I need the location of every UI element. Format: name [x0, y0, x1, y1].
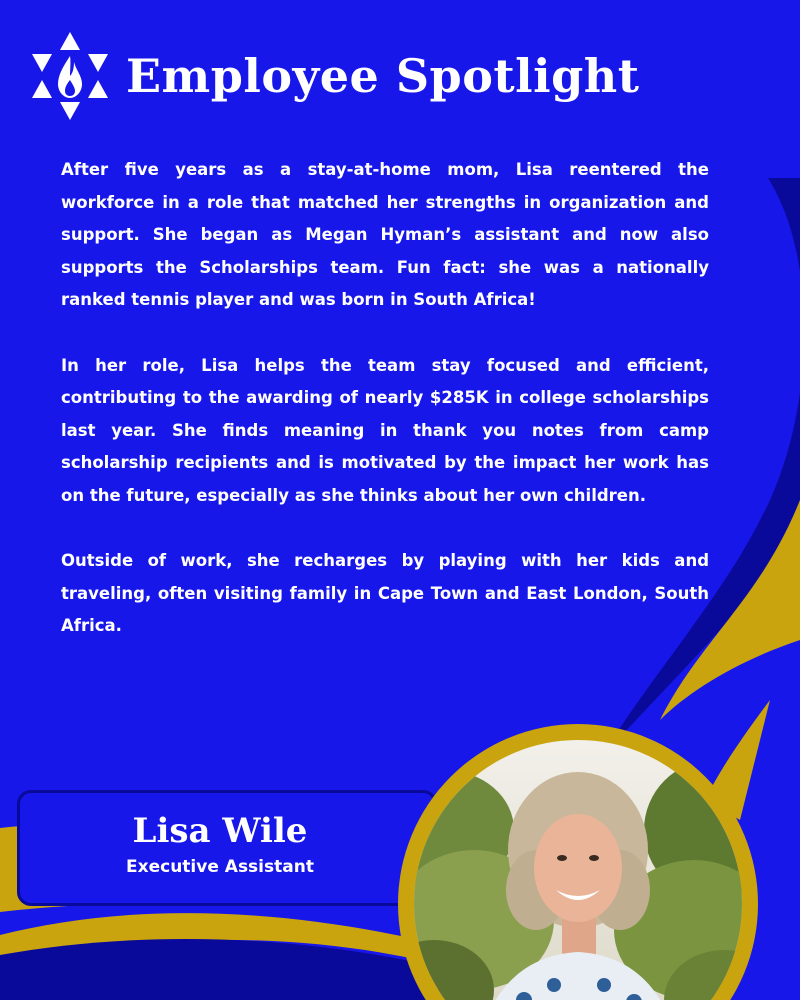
bio-paragraph-2: In her role, Lisa helps the team stay focused and efficient, contributing to the awarding of nearly $285K in college scholarships last year. She finds meaning in thank you notes from camp scholarship recipients and is motivated by the impact her work has on the future, especially as she thinks about her own children. — [61, 355, 709, 505]
bio-paragraph-3: Outside of work, she recharges by playing with her kids and traveling, often visiting family in Cape Town and East London, South Africa. — [61, 551, 709, 636]
portrait-illustration — [414, 740, 742, 1000]
employee-role: Executive Assistant — [126, 857, 314, 877]
bio-text — [61, 154, 709, 676]
bio-paragraph-1: After five years as a stay-at-home mom, Lisa reentered the workforce in a role that matched her strengths in organization and support. She began as Megan Hyman’s assistant and now also supports the Scholarships team. Fun fact: she was a nationally ranked tennis player and was born in South Africa! — [61, 160, 709, 310]
name-card — [17, 790, 437, 906]
page-title: Employee Spotlight — [126, 49, 640, 103]
header — [28, 30, 768, 122]
employee-name: Lisa Wile — [132, 811, 308, 851]
star-of-david-flame-icon — [28, 30, 112, 122]
employee-photo — [414, 740, 742, 1000]
